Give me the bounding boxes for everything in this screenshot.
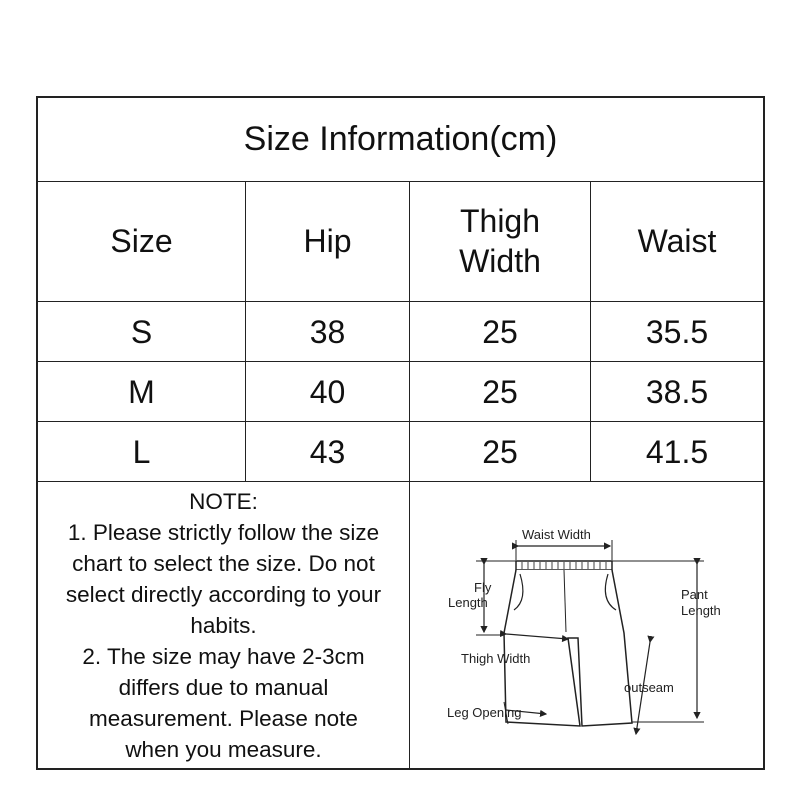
cell-waist: 35.5 <box>645 313 709 350</box>
table-header-row <box>38 181 763 302</box>
header-thigh-width: Thigh Width <box>410 181 591 301</box>
pant-length-label-1: Pant <box>681 587 708 602</box>
header-waist: Waist <box>637 223 717 259</box>
table-row <box>38 422 763 482</box>
cell-thigh-width: 25 <box>410 302 591 361</box>
outseam-label: outseam <box>624 680 674 695</box>
cell-waist: 38.5 <box>645 373 709 410</box>
cell-size: L <box>38 422 246 481</box>
note-line: measurement. Please note <box>89 706 358 731</box>
cell-size: S <box>38 302 246 361</box>
leg-opening-label: Leg Opening <box>447 705 522 720</box>
size-chart <box>36 96 765 770</box>
cell-thigh-width: 25 <box>410 362 591 421</box>
cell-size: M <box>38 362 246 421</box>
note-line: differs due to manual <box>118 675 329 700</box>
table-row <box>38 302 763 362</box>
cell-hip: 40 <box>246 362 410 421</box>
thigh-width-label: Thigh Width <box>461 651 531 666</box>
pant-length-label-2: Length <box>681 603 721 618</box>
page-title: Size Information(cm) <box>38 98 763 182</box>
note-text <box>38 482 410 770</box>
note-line: select directly according to your <box>65 582 382 607</box>
note-line: 1. Please strictly follow the size <box>67 520 380 545</box>
fly-length-label-2: Length <box>448 595 488 610</box>
shorts-diagram-icon <box>410 482 765 770</box>
waist-width-label: Waist Width <box>522 527 591 542</box>
cell-hip: 43 <box>246 422 410 481</box>
table-row <box>38 362 763 422</box>
cell-hip: 38 <box>246 302 410 361</box>
note-line: chart to select the size. Do not <box>72 551 375 576</box>
note-line: habits. <box>190 613 257 638</box>
note-line: 2. The size may have 2-3cm <box>82 644 365 669</box>
header-size: Size <box>38 181 246 301</box>
note-heading: NOTE: <box>189 489 258 514</box>
fly-length-label-1: Fly <box>474 580 492 595</box>
bottom-section <box>38 482 763 770</box>
header-hip: Hip <box>246 181 410 301</box>
note-line: when you measure. <box>125 737 322 762</box>
shorts-measurement-diagram <box>410 482 763 770</box>
cell-thigh-width: 25 <box>410 422 591 481</box>
cell-waist: 41.5 <box>645 433 709 470</box>
